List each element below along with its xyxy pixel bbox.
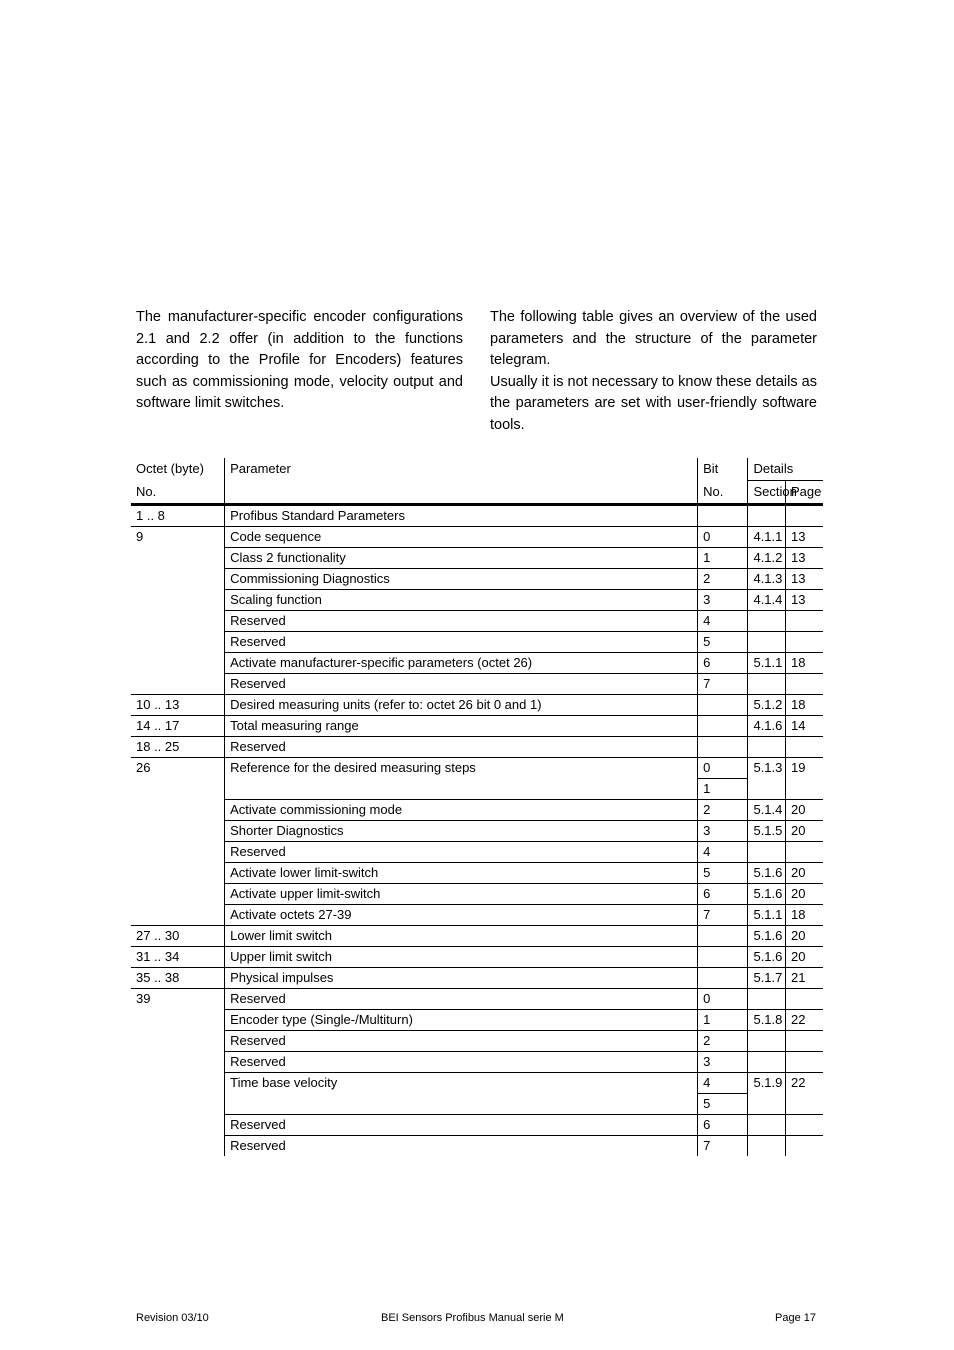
cell-section (748, 1052, 786, 1073)
cell-parameter: Reserved (225, 1136, 698, 1157)
cell-octet: 14 .. 17 (131, 716, 225, 737)
cell-section (748, 505, 786, 527)
table-row (131, 1073, 823, 1094)
table-row (131, 505, 823, 527)
cell-octet (131, 590, 225, 611)
cell-octet (131, 905, 225, 926)
cell-section: 4.1.3 (748, 569, 786, 590)
cell-octet (131, 800, 225, 821)
cell-page: 20 (785, 947, 823, 968)
cell-section: 5.1.1 (748, 905, 786, 926)
table-row (131, 716, 823, 737)
cell-parameter (225, 779, 698, 800)
cell-page: 13 (785, 590, 823, 611)
cell-octet: 31 .. 34 (131, 947, 225, 968)
cell-bit: 4 (698, 611, 748, 632)
cell-parameter: Reserved (225, 674, 698, 695)
cell-octet (131, 674, 225, 695)
cell-page: 13 (785, 527, 823, 548)
cell-bit (698, 695, 748, 716)
cell-octet: 27 .. 30 (131, 926, 225, 947)
cell-section (748, 674, 786, 695)
cell-bit: 5 (698, 1094, 748, 1115)
cell-section (748, 737, 786, 758)
cell-parameter: Reserved (225, 1052, 698, 1073)
cell-section (748, 1094, 786, 1115)
cell-page: 20 (785, 821, 823, 842)
footer-revision: Revision 03/10 (136, 1312, 209, 1324)
cell-octet (131, 1073, 225, 1094)
table-row (131, 863, 823, 884)
cell-bit: 2 (698, 800, 748, 821)
cell-parameter: Activate octets 27-39 (225, 905, 698, 926)
cell-parameter: Reference for the desired measuring steps (225, 758, 698, 779)
header-details: Details (748, 458, 823, 481)
cell-parameter: Physical impulses (225, 968, 698, 989)
cell-octet (131, 1115, 225, 1136)
cell-bit: 0 (698, 758, 748, 779)
table-row (131, 989, 823, 1010)
cell-octet (131, 842, 225, 863)
cell-section: 5.1.5 (748, 821, 786, 842)
cell-bit (698, 505, 748, 527)
cell-bit: 4 (698, 842, 748, 863)
header-page: Page (785, 481, 823, 505)
cell-octet (131, 1136, 225, 1157)
intro-right-paragraph-2: Usually it is not necessary to know these details as the parameters are set with user-friendly software tools. (490, 373, 817, 433)
cell-section: 4.1.4 (748, 590, 786, 611)
cell-section: 5.1.7 (748, 968, 786, 989)
cell-octet: 9 (136, 529, 144, 544)
cell-section: 5.1.3 (748, 758, 786, 779)
cell-section: 5.1.2 (748, 695, 786, 716)
cell-section: 5.1.4 (748, 800, 786, 821)
cell-parameter: Commissioning Diagnostics (225, 569, 698, 590)
cell-page (785, 632, 823, 653)
cell-octet: 1 .. 8 (131, 505, 225, 527)
intro-right-paragraph-1: The following table gives an overview of the used parameters and the structure of the parameter telegram. (490, 309, 817, 368)
cell-bit: 7 (698, 905, 748, 926)
cell-octet (131, 884, 225, 905)
cell-parameter: Profibus Standard Parameters (225, 505, 698, 527)
cell-octet (131, 779, 225, 800)
cell-bit: 0 (698, 989, 748, 1010)
cell-parameter: Activate manufacturer-specific parameters (octet 26) (225, 653, 698, 674)
cell-parameter: Reserved (225, 989, 698, 1010)
table-row (131, 632, 823, 653)
table-row (131, 1031, 823, 1052)
cell-page (785, 989, 823, 1010)
cell-section: 5.1.6 (748, 926, 786, 947)
table-row (131, 884, 823, 905)
cell-bit (698, 737, 748, 758)
cell-page (785, 674, 823, 695)
cell-section (748, 632, 786, 653)
cell-section (748, 1115, 786, 1136)
cell-page (785, 1052, 823, 1073)
cell-page (785, 1031, 823, 1052)
table-row (131, 674, 823, 695)
cell-octet (131, 1031, 225, 1052)
cell-section: 5.1.6 (748, 863, 786, 884)
cell-section: 4.1.1 (748, 527, 786, 548)
cell-section: 5.1.1 (748, 653, 786, 674)
cell-section: 5.1.6 (748, 884, 786, 905)
header-parameter: Parameter (225, 458, 698, 505)
table-row (131, 695, 823, 716)
cell-page (785, 1136, 823, 1157)
cell-section: 4.1.6 (748, 716, 786, 737)
header-bit-line1: Bit (698, 458, 748, 481)
table-row (131, 527, 823, 548)
table-row (131, 800, 823, 821)
cell-page: 18 (785, 653, 823, 674)
table-row (131, 968, 823, 989)
table-row (131, 779, 823, 800)
table-row (131, 611, 823, 632)
cell-page: 14 (785, 716, 823, 737)
table-row (131, 905, 823, 926)
cell-bit: 2 (698, 569, 748, 590)
cell-section: 5.1.6 (748, 947, 786, 968)
cell-parameter (225, 1094, 698, 1115)
cell-octet (131, 653, 225, 674)
cell-parameter: Reserved (225, 1031, 698, 1052)
cell-bit: 5 (698, 863, 748, 884)
cell-bit (698, 947, 748, 968)
cell-parameter: Activate lower limit-switch (225, 863, 698, 884)
cell-parameter: Time base velocity (225, 1073, 698, 1094)
cell-parameter: Reserved (225, 1115, 698, 1136)
cell-parameter: Encoder type (Single-/Multiturn) (225, 1010, 698, 1031)
cell-bit: 7 (698, 1136, 748, 1157)
cell-page: 20 (785, 800, 823, 821)
table-row (131, 1115, 823, 1136)
cell-page: 18 (785, 695, 823, 716)
cell-page: 20 (785, 926, 823, 947)
table-row (131, 590, 823, 611)
header-octet-line1: Octet (byte) (136, 461, 204, 476)
cell-section (748, 989, 786, 1010)
cell-octet: 35 .. 38 (131, 968, 225, 989)
cell-bit: 3 (698, 821, 748, 842)
table-row (131, 842, 823, 863)
cell-octet: 26 (136, 760, 151, 775)
table-row (131, 737, 823, 758)
cell-section (748, 842, 786, 863)
intro-right-column (490, 307, 817, 436)
cell-parameter: Code sequence (225, 527, 698, 548)
cell-section (748, 779, 786, 800)
cell-page: 22 (785, 1073, 823, 1094)
table-row (131, 1136, 823, 1157)
cell-section (748, 611, 786, 632)
cell-octet (131, 1010, 225, 1031)
intro-left-paragraph: The manufacturer-specific encoder configurations 2.1 and 2.2 offer (in addition to the functions according to the Profile for Encoders) features such as commissioning mode, velocity output and software limit switches. (136, 309, 463, 411)
cell-page (785, 737, 823, 758)
header-section: Section (748, 481, 786, 505)
table-row (131, 1010, 823, 1031)
cell-octet: 18 .. 25 (131, 737, 225, 758)
cell-page: 22 (785, 1010, 823, 1031)
cell-bit: 0 (698, 527, 748, 548)
cell-page: 13 (785, 569, 823, 590)
cell-bit: 6 (698, 1115, 748, 1136)
cell-octet: 10 .. 13 (131, 695, 225, 716)
cell-page (785, 842, 823, 863)
table-row (131, 821, 823, 842)
cell-bit: 3 (698, 1052, 748, 1073)
header-bit-line2: No. (698, 481, 748, 505)
footer-page-number: Page 17 (775, 1312, 816, 1324)
cell-page: 19 (785, 758, 823, 779)
table-row (131, 548, 823, 569)
cell-parameter: Upper limit switch (225, 947, 698, 968)
cell-bit: 3 (698, 590, 748, 611)
cell-octet (131, 863, 225, 884)
cell-bit: 7 (698, 674, 748, 695)
cell-page: 13 (785, 548, 823, 569)
parameter-table (131, 458, 823, 1156)
cell-octet (131, 569, 225, 590)
cell-bit (698, 716, 748, 737)
cell-section: 5.1.8 (748, 1010, 786, 1031)
cell-bit: 5 (698, 632, 748, 653)
cell-page (785, 1094, 823, 1115)
cell-bit: 6 (698, 653, 748, 674)
footer-title: BEI Sensors Profibus Manual serie M (381, 1312, 564, 1324)
cell-page: 21 (785, 968, 823, 989)
cell-page: 20 (785, 863, 823, 884)
header-octet-line2: No. (131, 481, 225, 505)
cell-bit: 1 (698, 779, 748, 800)
cell-bit (698, 968, 748, 989)
cell-parameter: Reserved (225, 842, 698, 863)
cell-page (785, 779, 823, 800)
cell-section (748, 1136, 786, 1157)
cell-parameter: Reserved (225, 632, 698, 653)
cell-page: 20 (785, 884, 823, 905)
cell-octet (131, 1052, 225, 1073)
cell-parameter: Scaling function (225, 590, 698, 611)
cell-page (785, 611, 823, 632)
cell-bit: 1 (698, 548, 748, 569)
cell-octet (131, 1094, 225, 1115)
cell-section: 4.1.2 (748, 548, 786, 569)
cell-octet (131, 821, 225, 842)
cell-bit: 4 (698, 1073, 748, 1094)
cell-bit: 6 (698, 884, 748, 905)
table-body (131, 505, 823, 1157)
cell-parameter: Shorter Diagnostics (225, 821, 698, 842)
cell-octet (131, 632, 225, 653)
cell-bit: 1 (698, 1010, 748, 1031)
table-row (131, 653, 823, 674)
cell-page: 18 (785, 905, 823, 926)
cell-section: 5.1.9 (748, 1073, 786, 1094)
cell-bit (698, 926, 748, 947)
table-row (131, 947, 823, 968)
cell-parameter: Class 2 functionality (225, 548, 698, 569)
cell-page (785, 505, 823, 527)
intro-left-column (136, 307, 463, 415)
cell-parameter: Activate commissioning mode (225, 800, 698, 821)
table-row (131, 569, 823, 590)
cell-parameter: Activate upper limit-switch (225, 884, 698, 905)
cell-page (785, 1115, 823, 1136)
cell-bit: 2 (698, 1031, 748, 1052)
cell-parameter: Total measuring range (225, 716, 698, 737)
cell-section (748, 1031, 786, 1052)
cell-parameter: Reserved (225, 737, 698, 758)
table-row (131, 1094, 823, 1115)
cell-parameter: Desired measuring units (refer to: octet 26 bit 0 and 1) (225, 695, 698, 716)
table-row (131, 926, 823, 947)
cell-parameter: Reserved (225, 611, 698, 632)
table-row (131, 758, 823, 779)
cell-octet (131, 548, 225, 569)
cell-octet (131, 611, 225, 632)
cell-parameter: Lower limit switch (225, 926, 698, 947)
table-row (131, 1052, 823, 1073)
cell-octet: 39 (136, 991, 151, 1006)
